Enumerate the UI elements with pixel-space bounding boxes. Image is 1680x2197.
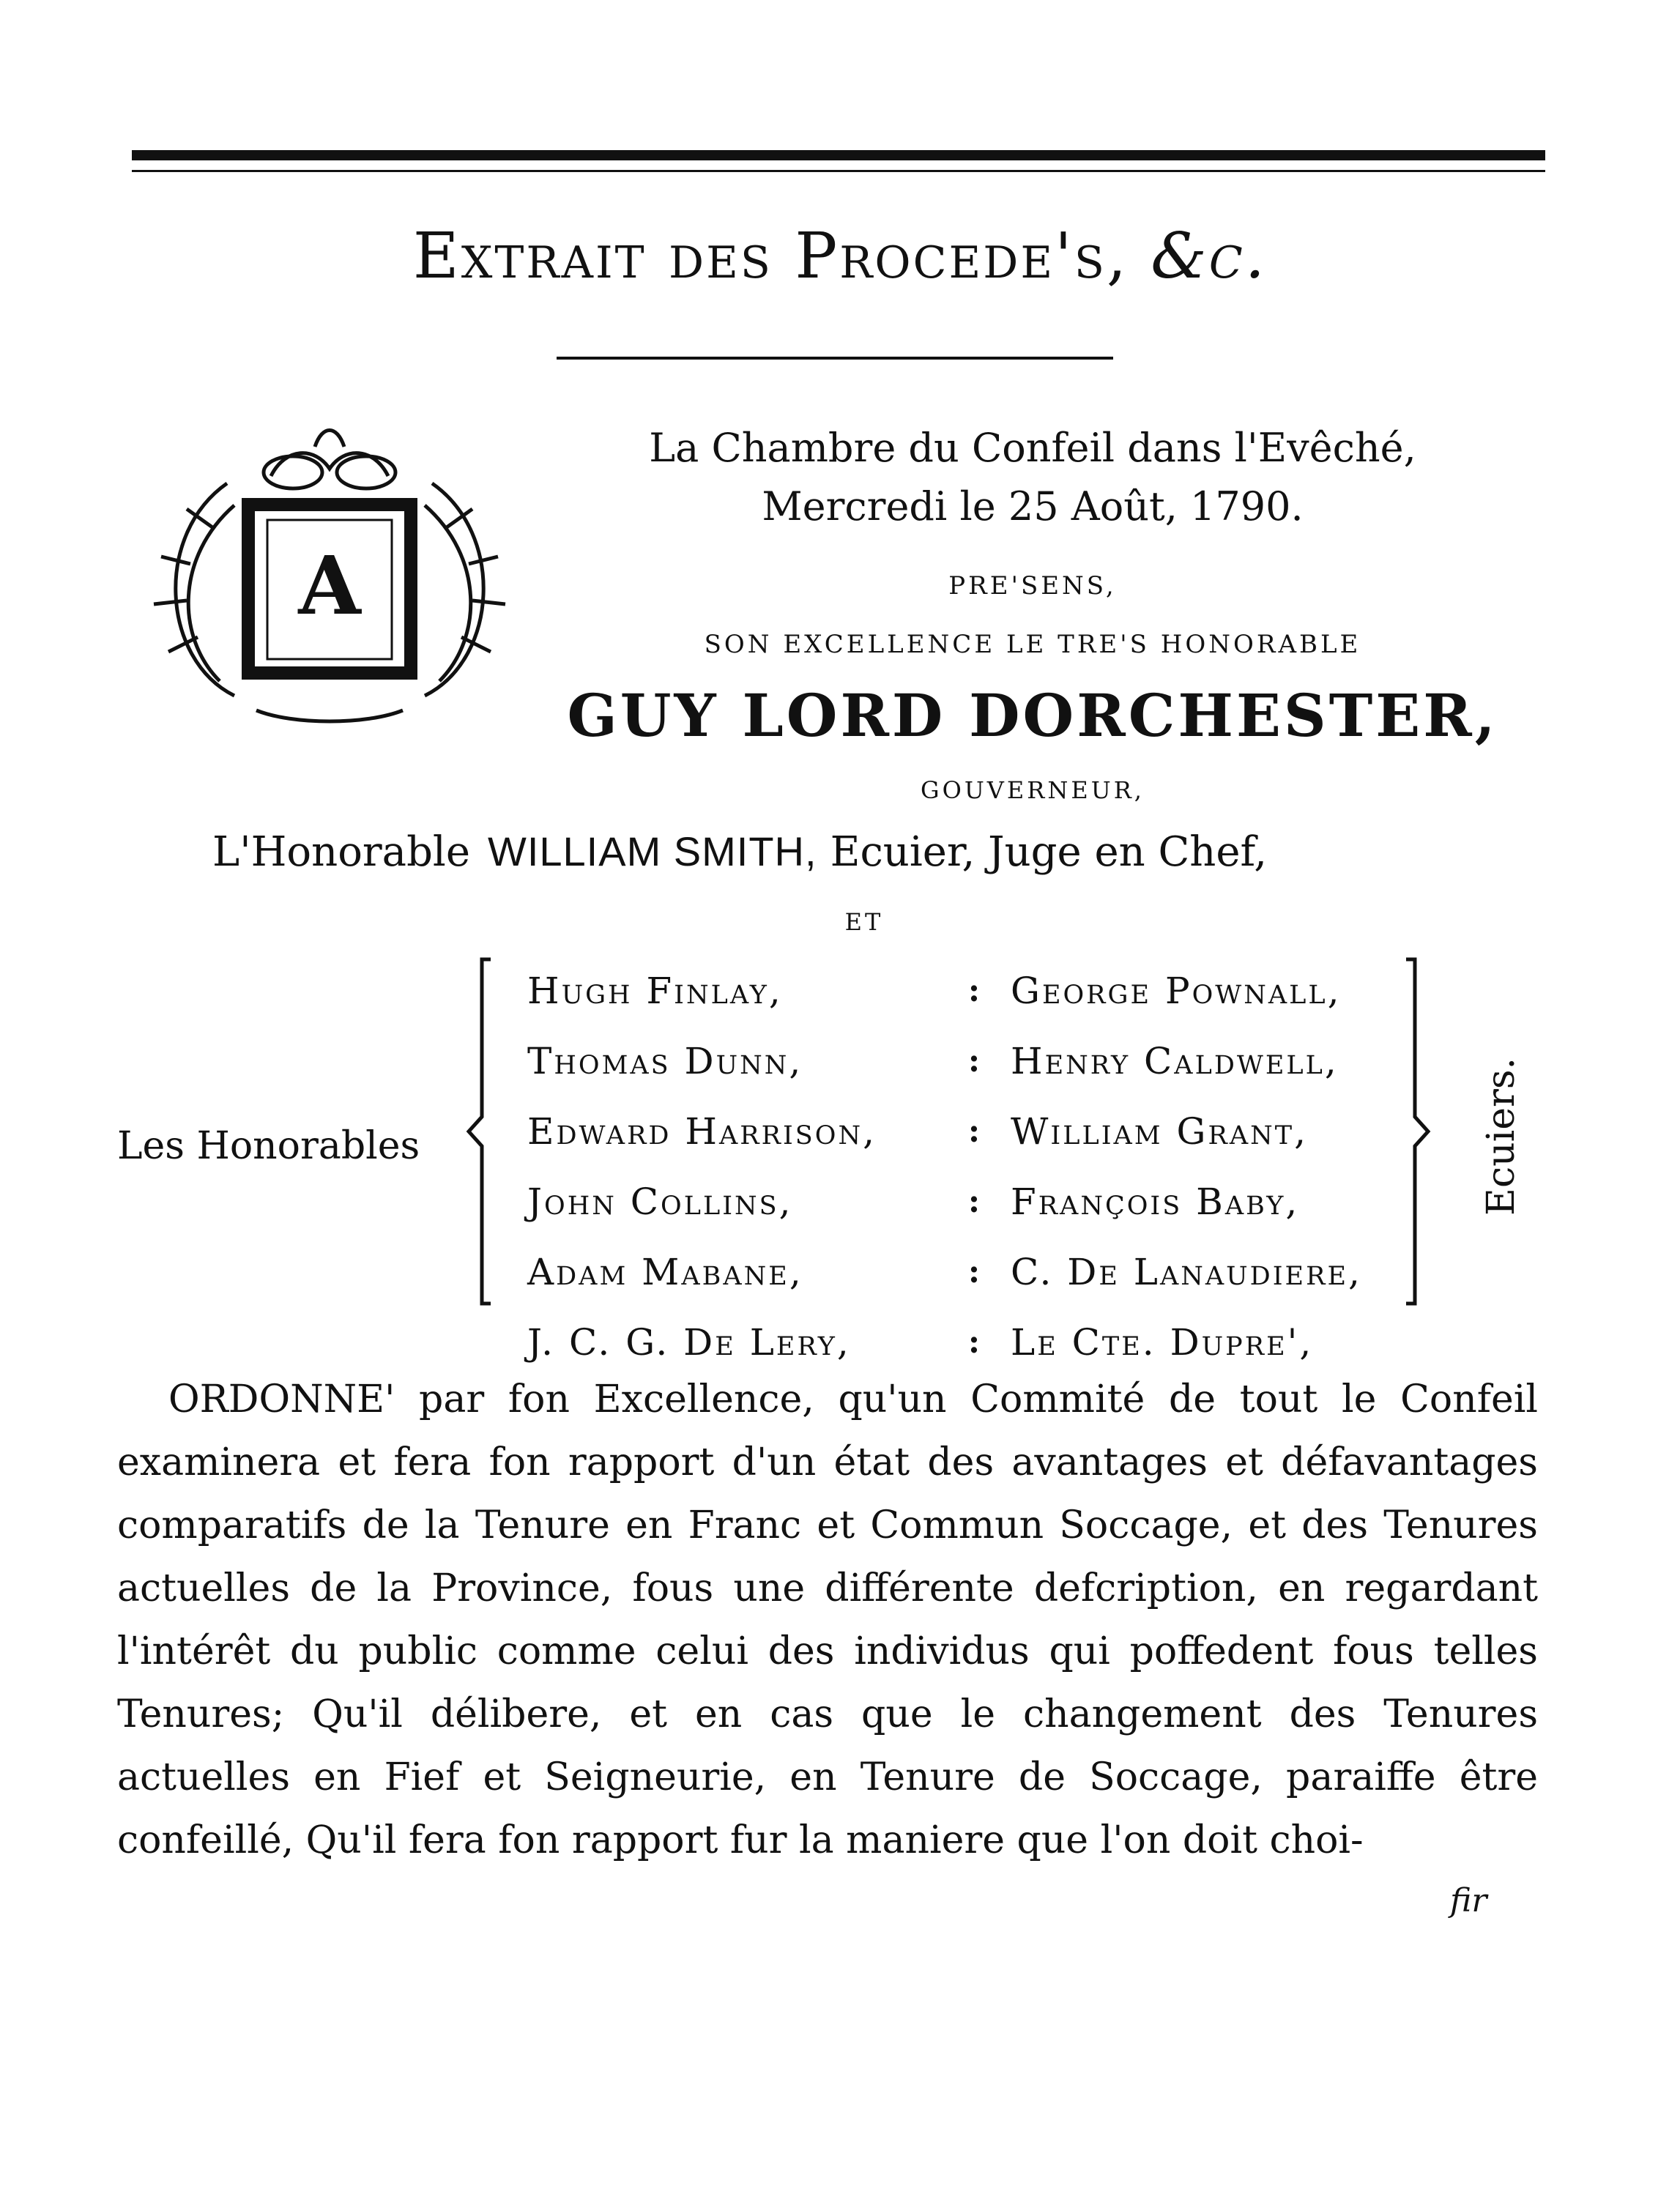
chief-justice-suffix: Ecuier, Juge en Chef, — [830, 828, 1268, 876]
list-item: Hugh Finlay, — [527, 970, 783, 1012]
column-separator-dots: : : : : : : — [967, 972, 981, 1361]
paragraph-text: ORDONNE' par fon Excellence, qu'un Commité de tout le Confeil examinera et fera fon rapport d'un état des avantages et défavantages comparatifs de la Tenure en Franc et Commun Soccage, et des Tenures actuelles de la Province, fous une différente defcription, en regardant l'intérêt du public comme celui des individus qui poffedent fous telles Tenures; Qu'il délibere, et en cas que le changement des Tenures actuelles en Fief et Seigneurie, en Tenure de Soccage, paraiffe être confeillé, Qu'il fera fon rapport fur la maniere que l'on doit choi- — [117, 1378, 1538, 1862]
honorables-right-column — [1011, 956, 1406, 1378]
list-item: J. C. G. De Lery, — [527, 1321, 851, 1364]
chief-justice-line — [212, 828, 1267, 876]
ecuiers-label: Ecuiers. — [1479, 1057, 1523, 1216]
honorables-label: Les Honorables — [117, 1124, 420, 1168]
list-item: Edward Harrison, — [527, 1110, 877, 1153]
list-item: William Grant, — [1011, 1110, 1308, 1153]
catchword: fir — [1450, 1882, 1487, 1919]
top-thin-rule — [132, 170, 1545, 172]
honorables-left-column — [527, 956, 967, 1378]
list-item: George Pownall, — [1011, 970, 1342, 1012]
title-etc: &c. — [1151, 220, 1268, 293]
list-item: Thomas Dunn, — [527, 1040, 803, 1082]
governor-name: GUY LORD DORCHESTER, — [567, 681, 1498, 750]
meeting-place: La Chambre du Confeil dans l'Evêché, — [649, 425, 1416, 471]
excellence-line: SON EXCELLENCE LE TRE'S HONORABLE — [704, 630, 1361, 659]
list-item: C. De Lanaudiere, — [1011, 1251, 1362, 1293]
chief-justice-prefix: L'Honorable — [212, 828, 470, 876]
initial-letter: A — [298, 538, 361, 633]
title-underline — [557, 357, 1113, 360]
governor-title: GOUVERNEUR, — [921, 776, 1145, 804]
conjunction-et: ET — [844, 908, 884, 936]
list-item: Le Cte. Dupre', — [1011, 1321, 1314, 1364]
ordonnance-paragraph — [117, 1368, 1538, 1872]
presence-heading: PRE'SENS, — [948, 571, 1117, 601]
page-title — [0, 220, 1680, 293]
list-item: François Baby, — [1011, 1181, 1300, 1223]
left-brace-icon — [461, 952, 498, 1311]
top-thick-rule — [132, 150, 1545, 160]
meeting-date: Mercredi le 25 Août, 1790. — [762, 483, 1304, 529]
title-text: Extrait des Procede's, — [412, 220, 1129, 293]
list-item: Henry Caldwell, — [1011, 1040, 1339, 1082]
ornamental-initial — [146, 417, 513, 740]
chief-justice-name: WILLIAM SMITH, — [487, 828, 817, 874]
list-item: John Collins, — [527, 1181, 793, 1223]
list-item: Adam Mabane, — [527, 1251, 803, 1293]
